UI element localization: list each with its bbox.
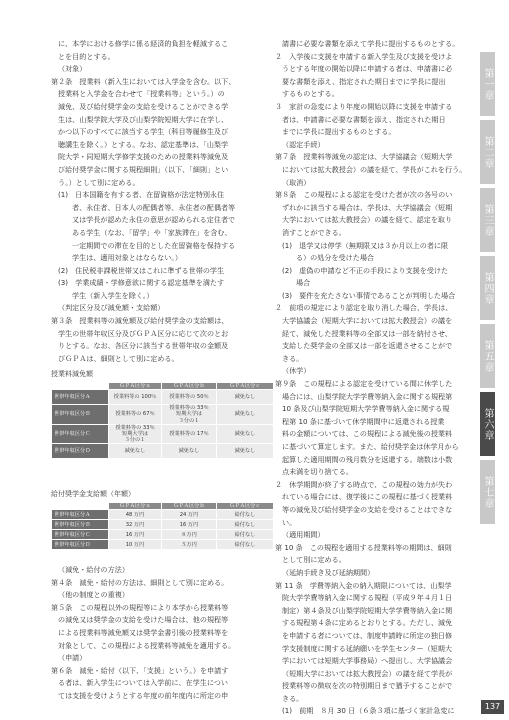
text-line: 学生の世帯年収区分及びＧＰＡ区分に応じて次のとお — [58, 328, 229, 338]
table-row — [52, 540, 273, 549]
text-line: きる。 — [282, 353, 304, 363]
text-line: 経て、減免した授業料等の全部又は一部を納付させ、 — [282, 328, 452, 338]
text-line: 第４条 減免・給付の方法は、細則として別に定める。 — [51, 577, 229, 587]
table-cell: 減免なし — [217, 405, 273, 424]
table-cell: 減免なし — [217, 390, 273, 404]
text-line: 学生（新入学生を除く。） — [72, 290, 154, 300]
chapter-tab-4[interactable]: 第四章 — [480, 256, 495, 320]
chapter-tab-2[interactable]: 第二章 — [480, 120, 495, 184]
text-line: 対象として、この規程による授業料等減免を適用する。 — [58, 640, 236, 650]
text-line: 要な書類を添え、指定された期日までに学長に提出 — [282, 76, 446, 86]
table-row — [52, 405, 273, 424]
text-line: においては拡大教授会）の議を経て、学長がこれを行う。 — [282, 164, 467, 174]
row-label: 世帯年収区分Ｃ — [52, 425, 108, 444]
text-line: ２ 休学期間が終了する時点で、この規程の効力が失わ — [275, 479, 453, 489]
row-label: 世帯年収区分Ｃ — [52, 530, 108, 539]
text-line: ずれかに該当する場合は、学長は、大学協議会（短期 — [282, 202, 453, 212]
text-line: 支給した奨学金の全部又は一部を返還させることがで — [282, 341, 453, 351]
text-line: 第６条 減免・給付（以下、「支援」という。）を申請す — [51, 665, 229, 675]
text-line: 大学においては拡大教授会）の議を経て、認定を取り — [282, 215, 453, 225]
text-line: ２ 前項の規定により認定を取り消した場合、学長は、 — [275, 303, 453, 313]
left-column-text-top — [51, 38, 265, 365]
text-line: （適用期間） — [282, 530, 325, 540]
text-line: 等の減免及び給付奨学金の支給を受けることはできな — [282, 504, 453, 514]
right-column — [275, 38, 465, 718]
text-line: 第 10 条 この規程を適用する授業料等の期間は、細則 — [275, 542, 452, 552]
text-line: ２ 入学後に支援を申請する新入学生及び支援を受けよ — [275, 51, 453, 61]
row-label: 世帯年収区分Ａ — [52, 390, 108, 404]
text-line: る者は、新入学生については入学前に、在学生につい — [58, 678, 228, 688]
table-row — [52, 520, 273, 529]
table-cell: 減免なし — [217, 425, 273, 444]
table-cell: 給付なし — [217, 520, 273, 529]
table-cell: 授業料等の 33％ 短期大学は ３分の１ — [162, 405, 216, 424]
table-cell: ８万円 — [162, 530, 216, 539]
text-line: びＧＰＡは、細則として別に定める。 — [58, 353, 179, 363]
table-row — [52, 390, 273, 404]
text-line: 生は、山梨学院大学及び山梨学院短期大学に在学し、 — [58, 114, 229, 124]
table-cell: 授業料等の 67％ — [109, 405, 161, 424]
text-line: い。 — [282, 517, 297, 527]
text-line: 者は、申請書に必要な書類を添え、指定された期日 — [282, 114, 446, 124]
text-line: 授業料と入学金を合わせて「授業料等」という。）の — [58, 89, 225, 99]
table-cell: 授業料等の 50％ — [162, 390, 216, 404]
table-cell: 10 万円 — [109, 540, 161, 549]
chapter-tab-7[interactable]: 第七章 — [480, 460, 495, 524]
text-line: 消すことができる。 — [282, 227, 346, 237]
text-line: うとする年度の開始以降に申請する者は、申請書に必 — [282, 64, 453, 74]
text-line: （認定手続） — [282, 139, 325, 149]
table2-title: 給付奨学金支給額（年額） — [51, 490, 135, 498]
text-line: 大学協議会（短期大学においては拡大教授会）の議を — [282, 316, 453, 326]
row-label: 世帯年収区分Ｂ — [52, 520, 108, 529]
text-line: 院大学学費等納入金に関する規程（平成９年４月１日 — [282, 593, 453, 603]
text-line: 10 条及び山梨学院短期大学学費等納入金に関する規 — [282, 404, 450, 414]
text-line: 第９条 この規程による認定を受けている間に休学した — [275, 379, 453, 389]
page-number: 137 — [481, 700, 504, 714]
text-line: (3) 学業成績・学修意欲に関する認定基準を満たす — [58, 278, 225, 288]
table-cell: 減免なし — [109, 444, 161, 458]
text-line: 学生は、適用対象とはならない。） — [72, 253, 182, 263]
row-label: 世帯年収区分Ｂ — [52, 405, 108, 424]
table-cell: 16 万円 — [162, 520, 216, 529]
chapter-tab-5[interactable]: 第五章 — [480, 324, 495, 388]
text-line: る）の処分を受けた場合 — [296, 253, 375, 263]
text-line: 起算した適用期間の残月数分を返還する。端数は小数 — [282, 454, 453, 464]
text-line: 場合 — [296, 278, 311, 288]
left-column — [51, 38, 265, 365]
text-line: 請書に必要な書類を添えて学長に提出するものとする。 — [282, 39, 460, 48]
table-row — [52, 444, 273, 458]
text-line: に、本学における修学に係る経済的負担を軽減するこ — [58, 39, 229, 48]
text-line: （申請） — [58, 653, 87, 663]
text-line: までに学長に提出するものとする。 — [282, 127, 396, 137]
tuition-reduction-table — [51, 382, 274, 459]
left-column-text-bottom — [51, 564, 265, 703]
chapter-tab-6[interactable]: 第六章 — [480, 392, 495, 456]
text-line: ３ 家計の急変により年度の開始以降に支援を申請する — [275, 101, 453, 111]
text-line: 学支援制度に関する延納願いを学生センター（短期大 — [282, 643, 452, 653]
table-row — [52, 425, 273, 444]
table-cell: 授業料等の 100％ — [109, 390, 161, 404]
text-line: 院大学・同短期大学修学支援のための授業料等減免及 — [58, 152, 229, 162]
text-line: う。）として別に定める。 — [58, 177, 140, 187]
table-cell: 給付なし — [217, 510, 273, 519]
text-line: （休学） — [282, 366, 311, 376]
table-cell: 給付なし — [217, 530, 273, 539]
text-line: の減免又は奨学金の支給を受けた場合は、他の規程等 — [58, 615, 229, 625]
table-header-cell: ＧＰＡ区分ｂ — [162, 383, 216, 389]
text-line: 第 11 条 学費等納入金の納入期限については、山梨学 — [275, 580, 452, 590]
text-line: 者、永住者、日本人の配偶者等、永住者の配偶者等 — [72, 202, 236, 212]
table-header-cell: ＧＰＡ区分ｃ — [217, 383, 273, 389]
text-line: (2) 住民税非課税世帯又はこれに準ずる世帯の学生 — [58, 265, 225, 275]
text-line: (1) 退学又は停学（無期限又は３か月以上の者に限 — [282, 240, 449, 250]
table-cell: 給付なし — [217, 540, 273, 549]
table-cell: 授業料等の 33％ 短期大学は ３分の１ — [109, 425, 161, 444]
text-line: りとする。なお、各区分に該当する世帯年収の金額及 — [58, 341, 229, 351]
text-line: するものとする。 — [282, 89, 339, 99]
text-line: （取消） — [282, 177, 311, 187]
table-row — [52, 530, 273, 539]
text-line: 第５条 この規程以外の規程等により本学から授業料等 — [51, 602, 229, 612]
text-line: 第３条 授業料等の減免額及び給付奨学金の支給額は、 — [51, 316, 229, 326]
row-label: 世帯年収区分Ｄ — [52, 540, 108, 549]
text-line: として別に定める。 — [282, 555, 346, 565]
table-header-cell — [52, 383, 108, 389]
chapter-tab-1[interactable]: 第一章 — [480, 52, 495, 116]
text-line: きる。 — [282, 693, 304, 703]
table-cell: 減免なし — [162, 444, 216, 458]
text-line: かつ以下のすべてに該当する学生（科目等履修生及び — [58, 127, 229, 137]
scholarship-amount-table — [51, 502, 274, 550]
text-line: び給付奨学金に関する規程細則」（以下、「細則」とい — [58, 164, 229, 174]
text-line: （減免・給付の方法） — [58, 565, 129, 574]
text-line: （他の制度との重複） — [58, 590, 129, 600]
text-line: 料の金額については、この規程による減免後の授業料 — [282, 429, 453, 439]
table-cell: 16 万円 — [109, 530, 161, 539]
text-line: （対象） — [58, 64, 87, 74]
table-header-cell: ＧＰＡ区分ｃ — [217, 503, 273, 509]
table-cell: 24 万円 — [162, 510, 216, 519]
text-line: に基づいて算定します。また、給付奨学金は休学月から — [282, 442, 459, 451]
text-line: (3) 要件を充たさない事情であることが判明した場合 — [282, 290, 456, 300]
table-cell: ５万円 — [162, 540, 216, 549]
text-line: 点未満を切り捨てる。 — [282, 467, 353, 477]
text-line: 程第 10 条に基づいて休学期間中に返還される授業 — [282, 416, 445, 426]
text-line: とを目的とする。 — [58, 51, 115, 61]
table-header-cell: ＧＰＡ区分ａ — [109, 383, 161, 389]
text-line: 一定期間での滞在を目的とした在留資格を保持する — [72, 240, 236, 250]
text-line: 第８条 この規程による認定を受けた者が次の各号のい — [275, 190, 453, 200]
text-line: 場合には、山梨学院大学学費等納入金に関する規程第 — [282, 391, 453, 401]
text-line: 制定）第４条及び山梨学院短期大学学費等納入金に関 — [282, 605, 453, 615]
text-line: （判定区分及び減免額・支給額） — [58, 303, 165, 313]
text-line: ては支援を受けようとする年度の前年度内に所定の申 — [58, 690, 229, 700]
table1-title: 授業料減免額 — [51, 370, 93, 378]
chapter-sidebar — [480, 52, 509, 528]
text-line: 第７条 授業料等減免の認定は、大学協議会（短期大学 — [275, 152, 453, 162]
text-line: れている場合には、復学後にこの規程に基づく授業料 — [282, 492, 453, 502]
text-line: ある学生（なお、「留学」や「家族滞在」を含む、 — [72, 227, 232, 237]
table-cell: 32 万円 — [109, 520, 161, 529]
row-label: 世帯年収区分Ｄ — [52, 444, 108, 458]
text-line: （短期大学においては拡大教授会）の議を経て学長が — [282, 668, 453, 678]
table-cell: 減免なし — [217, 444, 273, 458]
table-cell: 授業料等の 17％ — [162, 425, 216, 444]
table-cell: 48 万円 — [109, 510, 161, 519]
text-line: 減免、及び給付奨学金の支給を受けることができる学 — [58, 101, 229, 111]
text-line: （延納手続き及び延納期間） — [282, 567, 375, 577]
table-header-cell: ＧＰＡ区分ｂ — [162, 503, 216, 509]
text-line: 又は学長が認めた永住の意思が認められる定住者で — [72, 215, 236, 225]
text-line: による授業料等減免額又は奨学金書引後の授業料等を — [58, 627, 229, 637]
text-line: 聴講生を除く。）とする。なお、認定基準は、「山梨学 — [58, 139, 229, 149]
text-line: (1) 日本国籍を有する者、在留資格が法定特別永住 — [58, 190, 225, 200]
text-line: 授業料等の徴収を次の特別期日まで猶予することがで — [282, 681, 453, 691]
text-line: を申請する者については、制度申請時に所定の独日修 — [282, 630, 453, 640]
table-header-cell: ＧＰＡ区分ａ — [109, 503, 161, 509]
table-header-cell — [52, 503, 108, 509]
text-line: 第２条 授業料（新入生においては入学金を含む。以下、 — [51, 76, 236, 86]
text-line: (2) 虚偽の申請など不正の手段により支援を受けた — [282, 265, 449, 275]
text-line: 学においては短期大学事務局）へ提出し、大学協議会 — [282, 656, 453, 666]
chapter-tab-3[interactable]: 第三章 — [480, 188, 495, 252]
table-row — [52, 510, 273, 519]
text-line: する規程第４条に定めるとおりとする。ただし、減免 — [282, 618, 453, 628]
text-line: (1) 前期 ８月 30 日（６条３項に基づく家計急変に — [282, 706, 455, 716]
row-label: 世帯年収区分Ａ — [52, 510, 108, 519]
